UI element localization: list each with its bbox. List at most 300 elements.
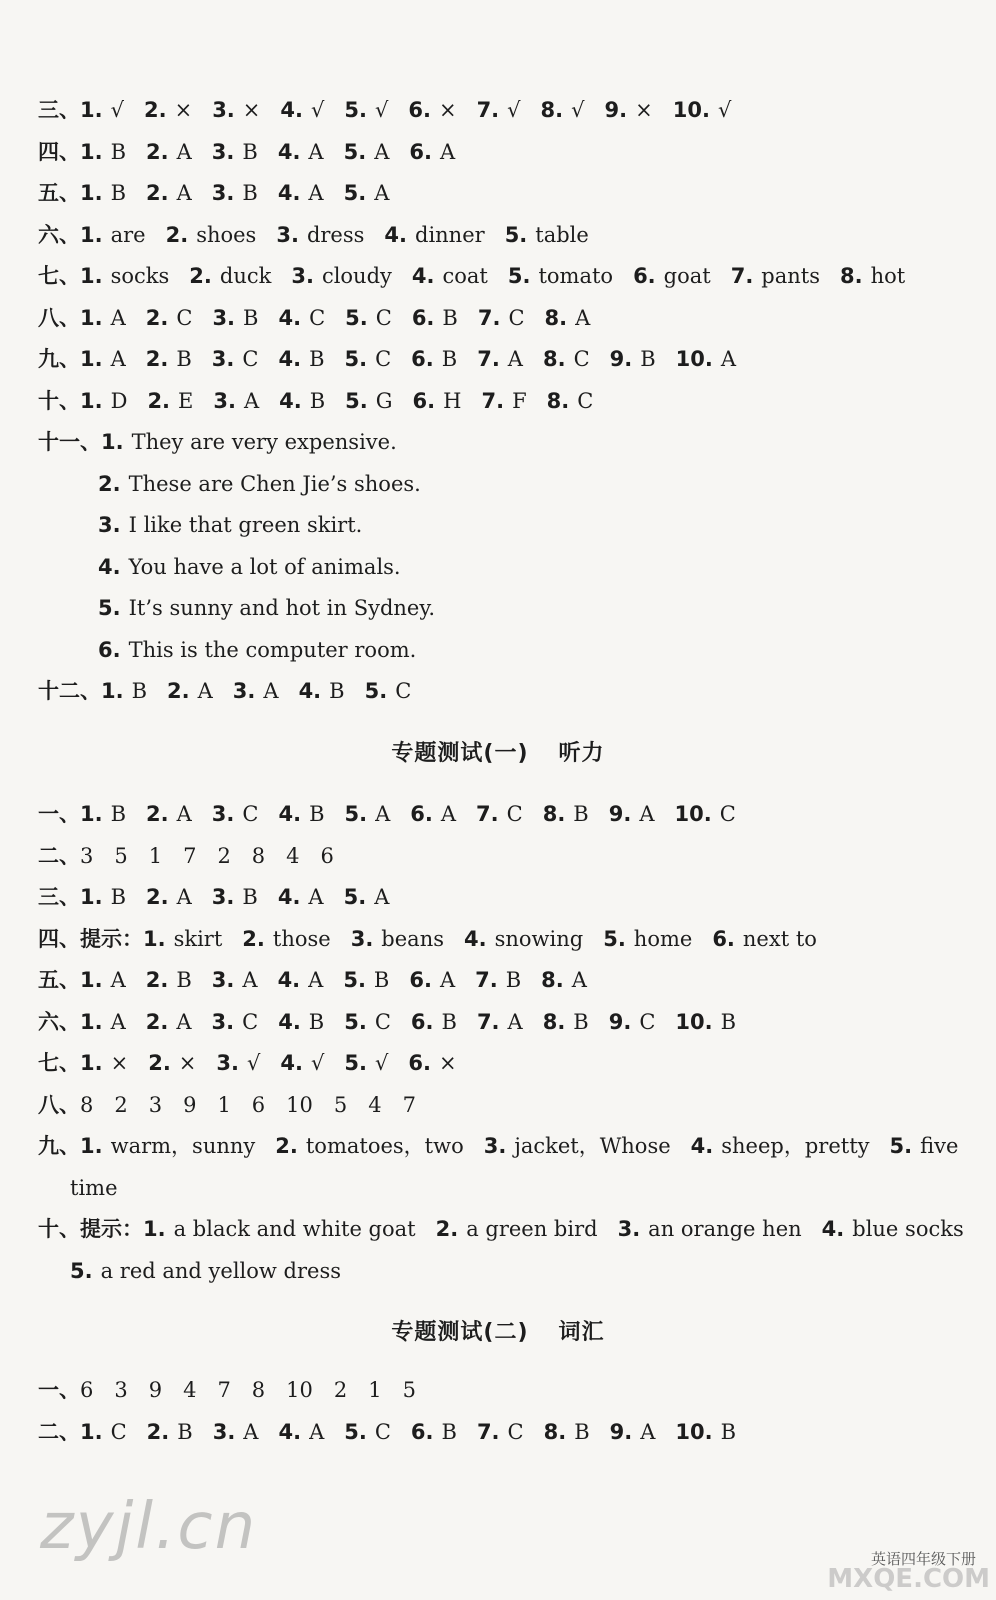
answer-item [673, 98, 732, 122]
answer-item [80, 802, 126, 826]
answer-item [101, 430, 397, 454]
item-answer: B [131, 679, 148, 703]
answer-item [242, 927, 330, 951]
answer-item [299, 679, 345, 703]
item-number: 1. [143, 1217, 166, 1241]
item-number: 8. [546, 389, 570, 413]
item-number: 4. [280, 1051, 303, 1075]
answer-item [618, 1217, 802, 1241]
answer-item [343, 968, 389, 992]
item-answer: B [176, 968, 192, 992]
answer-item [411, 1420, 457, 1444]
item-answer: A [374, 885, 390, 909]
item-number: 7. [481, 389, 505, 413]
answer-item [80, 1134, 255, 1158]
answer-item [603, 927, 692, 951]
section-label: 六、 [38, 223, 80, 247]
answer-item [278, 885, 324, 909]
item-answer: C [374, 1010, 391, 1034]
item-number: 5. [504, 223, 528, 247]
item-number: 3. [291, 264, 314, 288]
item-number: 1. [101, 679, 124, 703]
answer-item [345, 306, 392, 330]
item-answer: √ [374, 1051, 389, 1075]
item-answer: dinner [415, 223, 485, 247]
item-answer: B [309, 389, 326, 413]
item-number: 1. [80, 264, 103, 288]
section-label: 五、 [38, 968, 80, 992]
item-number: 2. [143, 98, 167, 122]
answer-item [278, 802, 324, 826]
item-answer: A [439, 968, 456, 992]
answer-item [344, 1010, 391, 1034]
item-number: 3. [211, 140, 235, 164]
item-answer: B [110, 802, 127, 826]
item-answer: shoes [196, 223, 257, 247]
item-answer: B [242, 140, 258, 164]
item-number: 5. [344, 802, 368, 826]
answer-item [675, 1010, 736, 1034]
section-heading-vocabulary [0, 1318, 996, 1348]
answer-line [38, 800, 988, 828]
item-number: 1. [80, 306, 103, 330]
answer-item [143, 1217, 416, 1241]
answer-item [148, 1051, 196, 1075]
answer-item [675, 802, 736, 826]
answer-item [146, 1010, 192, 1034]
item-number: 1. [80, 347, 103, 371]
item-number: 5. [603, 927, 626, 951]
item-number: 8. [840, 264, 863, 288]
answer-item [610, 1420, 656, 1444]
item-number: 4. [98, 555, 121, 579]
item-answer: B [309, 347, 325, 371]
item-number: 7. [476, 802, 499, 826]
answer-item [212, 968, 258, 992]
item-answer: B [442, 306, 458, 330]
item-number: 3. [98, 513, 121, 537]
item-answer: B [573, 802, 589, 826]
item-answer: × [174, 98, 193, 122]
item-number: 10. [675, 1420, 713, 1444]
item-answer: A [176, 885, 192, 909]
answer-item [344, 140, 390, 164]
item-number: 2. [145, 968, 169, 992]
answer-item [278, 1010, 324, 1034]
item-number: 3. [617, 1217, 641, 1241]
item-answer: C [242, 347, 259, 371]
answer-line [38, 842, 988, 870]
item-number: 3. [211, 181, 235, 205]
item-answer: H [443, 389, 462, 413]
item-number: 1. [80, 885, 103, 909]
answer-line [38, 345, 988, 373]
item-answer: A [440, 802, 457, 826]
sentence-line [98, 636, 996, 664]
answer-item [409, 968, 455, 992]
item-answer: A [110, 306, 126, 330]
continuation-line [70, 1257, 996, 1285]
answer-item [478, 306, 525, 330]
answer-item [80, 98, 124, 122]
answer-item [475, 968, 521, 992]
answer-item [345, 802, 391, 826]
answer-item [691, 1134, 870, 1158]
item-answer: A [110, 968, 126, 992]
answer-item [278, 347, 324, 371]
item-answer: It’s sunny and hot in Sydney. [128, 596, 436, 620]
item-answer: B [720, 1420, 737, 1444]
item-answer: B [243, 306, 259, 330]
item-number: 6. [98, 638, 121, 662]
item-number: 2. [146, 140, 169, 164]
item-number: 4. [277, 885, 301, 909]
item-answer: duck [219, 264, 272, 288]
answer-item [146, 968, 192, 992]
item-number: 3. [211, 1010, 235, 1034]
answer-item [365, 679, 412, 703]
answer-item [80, 181, 126, 205]
sentence-line [98, 511, 996, 539]
answer-line [38, 304, 988, 332]
answer-item [411, 347, 457, 371]
item-number: 2. [189, 264, 212, 288]
item-number: 1. [80, 1420, 103, 1444]
item-number: 3. [212, 98, 235, 122]
item-answer: B [110, 885, 127, 909]
answer-item [80, 885, 126, 909]
answer-item [344, 98, 388, 122]
item-answer: B [441, 1010, 457, 1034]
item-number: 4. [278, 1010, 301, 1034]
answer-item [543, 1010, 589, 1034]
answer-item [98, 638, 416, 662]
item-number: 3. [350, 927, 374, 951]
item-answer: dress [306, 223, 365, 247]
item-answer: E [178, 389, 194, 413]
item-number: 3. [216, 1051, 239, 1075]
section-label: 九、 [38, 1134, 80, 1158]
item-number: 2. [146, 885, 169, 909]
item-answer: × [110, 1051, 129, 1075]
section-label: 一、 [38, 802, 80, 826]
answer-item [508, 264, 613, 288]
answer-line [38, 1091, 988, 1119]
answer-line [38, 677, 988, 705]
item-number: 4. [279, 389, 302, 413]
item-number: 4. [278, 347, 302, 371]
answer-item [384, 223, 484, 247]
item-answer: √ [571, 98, 585, 122]
item-number: 7. [476, 1010, 500, 1034]
item-answer: A [639, 802, 655, 826]
item-answer: × [242, 98, 261, 122]
item-number: 1. [80, 181, 103, 205]
item-number: 4. [298, 679, 322, 703]
answer-item [80, 1420, 127, 1444]
item-answer: A [176, 140, 192, 164]
answer-item [436, 1217, 598, 1241]
item-answer: √ [310, 98, 325, 122]
watermark-site: MXQE.COM [827, 1564, 990, 1594]
item-answer: A [439, 140, 456, 164]
answer-sequence: 6 3 9 4 7 8 10 2 1 5 [80, 1378, 416, 1402]
answer-item [411, 1010, 457, 1034]
item-answer: A [309, 1420, 325, 1444]
item-number: 4. [411, 264, 435, 288]
answer-sequence: 8 2 3 9 1 6 10 5 4 7 [80, 1093, 416, 1117]
item-number: 1. [80, 389, 103, 413]
answer-line [38, 1049, 988, 1077]
item-answer: tomato [538, 264, 614, 288]
answer-item [70, 1259, 341, 1283]
answer-item [212, 98, 260, 122]
item-number: 2. [147, 389, 171, 413]
item-number: 1. [80, 1051, 103, 1075]
answer-item [351, 927, 444, 951]
answer-item [144, 98, 192, 122]
answer-item [344, 1420, 391, 1444]
item-number: 5. [345, 389, 368, 413]
answer-item [80, 968, 126, 992]
item-number: 5. [345, 306, 368, 330]
section-label: 三、 [38, 98, 80, 122]
answer-item [80, 223, 146, 247]
item-answer: This is the computer room. [128, 638, 417, 662]
item-answer: coat [442, 264, 488, 288]
item-answer: D [110, 389, 128, 413]
item-answer: A [176, 1010, 192, 1034]
item-answer: I like that green skirt. [128, 513, 363, 537]
item-number: 5. [343, 885, 367, 909]
item-answer: A [176, 181, 192, 205]
answer-item [147, 389, 193, 413]
item-number: 5. [343, 968, 366, 992]
item-answer: × [178, 1051, 197, 1075]
answer-item [541, 968, 587, 992]
item-answer: snowing [494, 927, 584, 951]
item-number: 1. [80, 1010, 103, 1034]
answer-item [189, 264, 271, 288]
answer-item [345, 347, 392, 371]
item-answer: B [574, 1420, 590, 1444]
item-answer: hot [870, 264, 906, 288]
item-number: 4. [384, 223, 407, 247]
section-label: 十、 [38, 389, 80, 413]
answer-item [80, 389, 127, 413]
item-answer: C [176, 306, 193, 330]
answer-item [605, 98, 653, 122]
section-label: 三、 [38, 885, 80, 909]
item-answer: A [263, 679, 279, 703]
item-number: 10. [675, 1010, 713, 1034]
item-number: 3. [232, 679, 256, 703]
item-answer: A [575, 306, 591, 330]
item-answer: C [309, 306, 326, 330]
answer-item [675, 1420, 736, 1444]
answer-item [80, 140, 126, 164]
item-answer: jacket，Whose [514, 1134, 671, 1158]
item-number: 4. [464, 927, 487, 951]
item-number: 1. [80, 802, 103, 826]
answer-item [545, 306, 591, 330]
answer-sequence: 3 5 1 7 2 8 4 6 [80, 844, 334, 868]
answer-item [80, 1010, 126, 1034]
answer-item [216, 1051, 260, 1075]
item-answer: A [308, 140, 324, 164]
answer-item [481, 389, 526, 413]
answer-line [38, 221, 988, 249]
section-heading-listening [0, 739, 996, 769]
answer-item [146, 802, 192, 826]
item-number: 2. [145, 347, 169, 371]
item-answer: B [373, 968, 390, 992]
item-number: 2. [275, 1134, 298, 1158]
item-answer: A [507, 347, 523, 371]
answer-item [80, 1051, 128, 1075]
item-number: 1. [80, 98, 103, 122]
item-number: 2. [146, 1420, 170, 1444]
item-number: 2. [148, 1051, 171, 1075]
section-label: 四、 [38, 140, 80, 164]
item-answer: tomatoes，two [305, 1134, 464, 1158]
item-answer: √ [717, 98, 732, 122]
item-answer: A [720, 347, 737, 371]
answer-line [38, 1215, 988, 1243]
item-answer: C [719, 802, 736, 826]
item-answer: C [374, 1420, 391, 1444]
answer-item [890, 1134, 959, 1158]
answer-item [98, 472, 421, 496]
answer-item [822, 1217, 964, 1241]
item-answer: B [329, 679, 345, 703]
item-number: 2. [242, 927, 265, 951]
item-answer: A [243, 389, 260, 413]
item-answer: skirt [173, 927, 223, 951]
item-answer: warm，sunny [110, 1134, 256, 1158]
item-number: 10. [674, 802, 712, 826]
item-answer: C [242, 802, 259, 826]
item-answer: C [506, 802, 523, 826]
answer-item [276, 223, 364, 247]
item-number: 9. [608, 802, 632, 826]
item-answer: G [375, 389, 393, 413]
sentence-line [38, 428, 988, 456]
continuation-line [70, 1174, 996, 1202]
answer-item [98, 596, 435, 620]
item-number: 3. [211, 802, 235, 826]
answer-item [146, 306, 193, 330]
item-number: 7. [476, 1420, 500, 1444]
item-answer: B [309, 802, 325, 826]
item-answer: A [374, 181, 390, 205]
answer-item [731, 264, 820, 288]
item-answer: B [573, 1010, 589, 1034]
item-answer: B [177, 1420, 193, 1444]
answer-item [410, 802, 456, 826]
section-label: 十、提示： [38, 1217, 143, 1241]
item-number: 4. [277, 140, 301, 164]
item-answer: C [573, 347, 590, 371]
item-number: 6. [633, 264, 656, 288]
item-number: 3. [483, 1134, 507, 1158]
section-label: 九、 [38, 347, 80, 371]
item-answer: B [242, 885, 258, 909]
section-label: 七、 [38, 264, 80, 288]
item-number: 5. [344, 98, 367, 122]
item-number: 10. [675, 347, 713, 371]
item-answer: C [242, 1010, 259, 1034]
watermark-logo: zyjl.cn [40, 1490, 258, 1564]
answer-item [476, 802, 523, 826]
answer-item [412, 264, 488, 288]
item-number: 3. [211, 885, 235, 909]
item-answer: A [308, 885, 324, 909]
answer-item [345, 389, 392, 413]
item-number: 4. [278, 1420, 302, 1444]
item-number: 3. [211, 968, 235, 992]
answer-item [544, 1420, 590, 1444]
answer-item [609, 1010, 656, 1034]
item-number: 1. [143, 927, 166, 951]
item-number: 7. [476, 98, 500, 122]
item-number: 3. [212, 1420, 236, 1444]
item-number: 8. [543, 1420, 567, 1444]
item-answer: A [243, 1420, 259, 1444]
answer-line [38, 387, 988, 415]
answer-item [484, 1134, 671, 1158]
item-number: 4. [821, 1217, 845, 1241]
item-answer: B [640, 347, 656, 371]
item-answer: pants [761, 264, 821, 288]
item-number: 3. [213, 389, 236, 413]
answer-item [146, 885, 192, 909]
answer-item [633, 264, 711, 288]
answer-item [233, 679, 279, 703]
item-number: 6. [410, 1010, 434, 1034]
item-answer: C [110, 1420, 127, 1444]
answer-item [101, 679, 147, 703]
item-number: 6. [409, 968, 432, 992]
answer-item [610, 347, 656, 371]
answer-item [212, 802, 259, 826]
item-answer: C [395, 679, 412, 703]
item-number: 5. [343, 181, 367, 205]
answer-line [38, 1008, 988, 1036]
answer-item [80, 264, 169, 288]
answer-item [543, 802, 589, 826]
item-number: 6. [410, 1420, 434, 1444]
answer-item [278, 140, 324, 164]
item-answer: B [441, 1420, 457, 1444]
item-answer: a black and white goat [173, 1217, 416, 1241]
item-number: 10. [672, 98, 710, 122]
answer-item [212, 1010, 259, 1034]
section-label: 五、 [38, 181, 80, 205]
item-number: 4. [278, 802, 302, 826]
item-number: 6. [411, 306, 435, 330]
section-label: 八、 [38, 306, 80, 330]
item-number: 6. [411, 347, 434, 371]
section-label: 十一、 [38, 430, 101, 454]
answer-item [840, 264, 905, 288]
answer-item [477, 1420, 524, 1444]
item-number: 4. [277, 181, 301, 205]
sentence-line [98, 553, 996, 581]
answer-item [344, 1051, 388, 1075]
item-number: 7. [477, 306, 501, 330]
item-answer: B [110, 140, 127, 164]
